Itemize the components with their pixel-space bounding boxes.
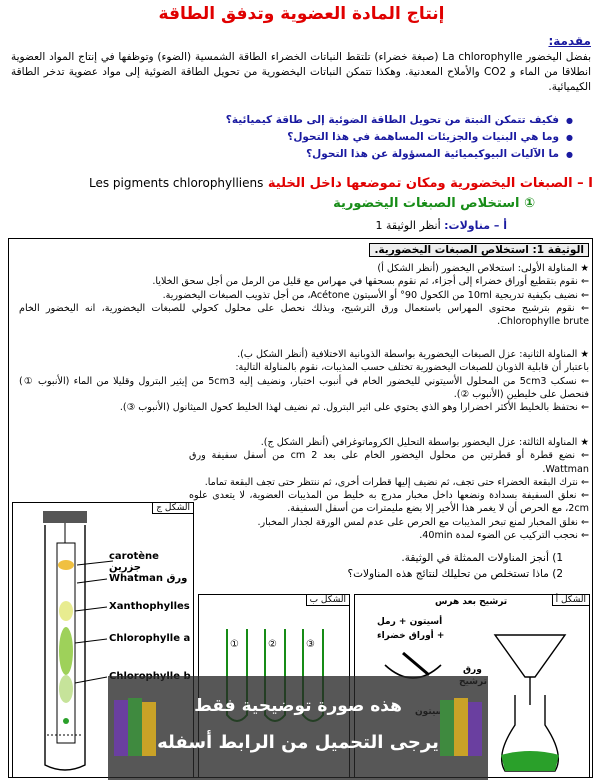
manip-2-heading: ★ المناولة الثانية: عزل الصبغات اليخضورية بواسطة الذوبانية الاختلافية (أنظر الشكل ب). [237, 349, 589, 360]
manip-1-step: ⇐ نقوم بترشيح محتوى المهراس باستعمال ورق الترشيح، وبذلك نحصل على محلول كحولي للصبغات اليخضورية، انه اليخضور الخام Chlorophylle brute. [19, 302, 589, 328]
question-1: 1) أنجز المناولات الممثلة في الوثيقة. [401, 552, 563, 564]
chla-label: Chlorophylle a [109, 633, 191, 644]
figure-c-label: الشكل ج [152, 502, 194, 514]
question-2: 2) ماذا تستخلص من تحليلك لنتائج هذه المناولات؟ [347, 568, 563, 580]
manip-3 [189, 436, 589, 542]
document-title: الوثيقة 1: استخلاص الصبغات اليخضورية. [369, 243, 589, 257]
subsection-a [376, 219, 507, 232]
subsection-a-label: أ – مناولات: [444, 219, 507, 232]
manip-3-step: ⇐ نترك البقعة الخضراء حتى تجف، ثم نضيف إليها قطرات أخرى، ثم ننتظر حتى تجف البقعة تماما. [204, 476, 589, 488]
manip-3-step: ⇐ نحجب التركيب عن الضوء لمدة 40min. [419, 530, 589, 542]
list-item: ● وما هي البنيات والجزيئات المساهمة في هذا التحول؟ [153, 129, 573, 146]
tube-1-number: ① [230, 639, 239, 650]
funnel [495, 635, 565, 677]
banner-line-1: هذه صورة توضيحية فقط [194, 696, 402, 716]
list-item: ● ما الآليات البيوكيميائية المسؤولة عن هذا التحول؟ [153, 146, 573, 163]
whatman-label: Whatman ورق [109, 573, 188, 584]
carotene-band [58, 560, 74, 570]
manip-1 [19, 262, 589, 328]
manip-2-step: باعتبار أن قابلية الذوبان للصبغات اليخضورية تختلف حسب المذيبات، نقوم بالمناولة التالية: [235, 362, 589, 374]
intro-heading: مقدمة: [548, 34, 591, 48]
mix-label-1: أسيتون + رمل [377, 617, 443, 627]
intro-paragraph: بفضل اليخضور La chlorophylle (صبغة خضراء) تلتقط النباتات الخضراء الطاقة الشمسية (الضوء) وتوظفها في إنتاج المواد العضوية انطلاقا من الماء و CO2 والأملاح المعدنية. وهكذا تتمكن النباتات اليخضورية من تحويل الطاقة الضوئية إلى مواد عضوية تدخر الطاقة الكيميائية. [11, 51, 591, 93]
manip-1-heading: ★ المناولة الأولى: استخلاص اليخضور (أنظر الشكل أ) [377, 263, 589, 274]
chlb-band [59, 675, 73, 703]
manip-2 [19, 348, 589, 414]
section-title: الصبغات اليخضورية ومكان تموضعها داخل الخلية [267, 176, 573, 191]
filtrate [501, 751, 559, 771]
filtration-label: ترشيح بعد هرس [435, 597, 508, 607]
figure-a-label: الشكل أ [552, 594, 590, 606]
manip-3-heading: ★ المناولة الثالثة: عزل اليخضور بواسطة التحليل الكروماتوغرافي (أنظر الشكل ج). [260, 437, 589, 448]
stopper [43, 511, 87, 523]
mix-label-2: + أوراق خضراء [377, 631, 445, 641]
subsection-heading: ① استخلاص الصبغات اليخضورية [333, 196, 535, 211]
watermark-banner [108, 676, 488, 780]
pestle [403, 653, 429, 675]
manip-3-step: ⇐ نغلق المخبار لمنع تبخر المذيبات مع الحرص على عدم لمس الورقة لجدار المخبار. [257, 516, 589, 528]
section-1-heading [3, 176, 593, 191]
carotene-label: carotène جزرين [109, 551, 159, 573]
manip-3-step: ⇐ نضع قطرة أو قطرتين من محلول اليخضور الخام على بعد 2 cm من أسفل سفيفة ورق Wattman. [189, 450, 589, 475]
manip-2-step: ⇐ نسكب 5cm3 من المحلول الأسيتوني لليخضور الخام في أنبوب اختبار، ونضيف إليه 5cm3 من إيثير البترول وقليلا من الماء (الأنبوب ①) فنحصل على خليطين (الأنبوب ②). [19, 375, 589, 400]
manip-1-step: ⇐ نضيف بكيفية تدريجية 10ml من الكحول 90° أو الأسيتون Acétone، من أجل تذويب الصبغات اليخضورية. [162, 289, 589, 301]
manip-3-step: ⇐ نعلق السفيفة بسدادة ونضعها داخل مخبار مدرج به خليط من المذيبات العضوية، لا يتعدى علوه 2cm، مع الحرص أن لا يغمر هذا الأخير إلا بضع مليمترات من أسفل السفيفة. [189, 490, 589, 515]
intro-questions [153, 112, 573, 163]
manip-2-step: ⇐ نحتفظ بالخليط الأكثر اخضرارا وهو الذي يحتوي على اثير البترول. ثم نضيف لهذا الخليط كحول الميثانول (الأنبوب ③). [119, 402, 589, 414]
tube-3-number: ③ [306, 639, 315, 650]
page-title: إنتاج المادة العضوية وتدفق الطاقة [158, 4, 445, 24]
subsection-a-text: أنظر الوثيقة 1 [375, 219, 441, 232]
filter-paper-label-1: ورق [463, 665, 482, 675]
section-title-fr: Les pigments chlorophylliens [88, 176, 264, 190]
banner-line-2: يرجى التحميل من الرابط أسفله [157, 732, 439, 753]
chla-band [59, 627, 73, 675]
xanthophyll-band [59, 601, 73, 621]
list-item: ● فكيف تتمكن النبتة من تحويل الطاقة الضوئية إلى طاقة كيميائية؟ [153, 112, 573, 129]
xantho-label: Xanthophylles [109, 601, 190, 612]
manip-1-step: ⇐ نقوم بتقطيع أوراق خضراء إلى أجزاء، ثم نقوم بسحقها في مهراس مع قليل من الرمل من أجل سحق الخلايا. [152, 276, 589, 288]
deposit-spot [63, 718, 69, 724]
figure-b-label: الشكل ب [306, 594, 350, 606]
section-number: I – [577, 176, 593, 191]
tube-2-number: ② [268, 639, 277, 650]
